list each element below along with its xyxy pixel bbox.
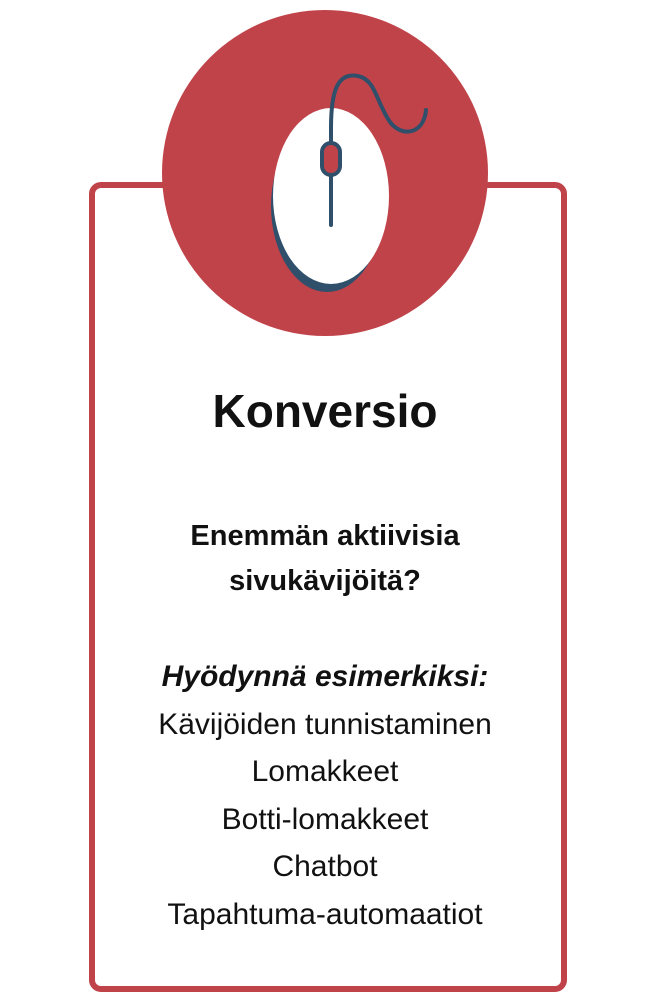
list-item: Lomakkeet	[251, 755, 399, 788]
list-item: Botti-lomakkeet	[221, 802, 429, 836]
list-item: Tapahtuma-automaatiot	[167, 897, 483, 931]
computer-mouse-icon	[162, 10, 488, 336]
question-line-2: sivukävijöitä?	[229, 565, 421, 597]
question-text	[0, 514, 650, 604]
icon-badge	[162, 10, 488, 336]
question-line-1: Enemmän aktiivisia	[190, 520, 460, 552]
examples-list	[0, 653, 650, 938]
list-item: Chatbot	[272, 850, 378, 883]
list-item: Kävijöiden tunnistaminen	[158, 707, 492, 741]
page-title: Konversio	[212, 385, 438, 437]
examples-lead: Hyödynnä esimerkiksi:	[161, 660, 489, 693]
